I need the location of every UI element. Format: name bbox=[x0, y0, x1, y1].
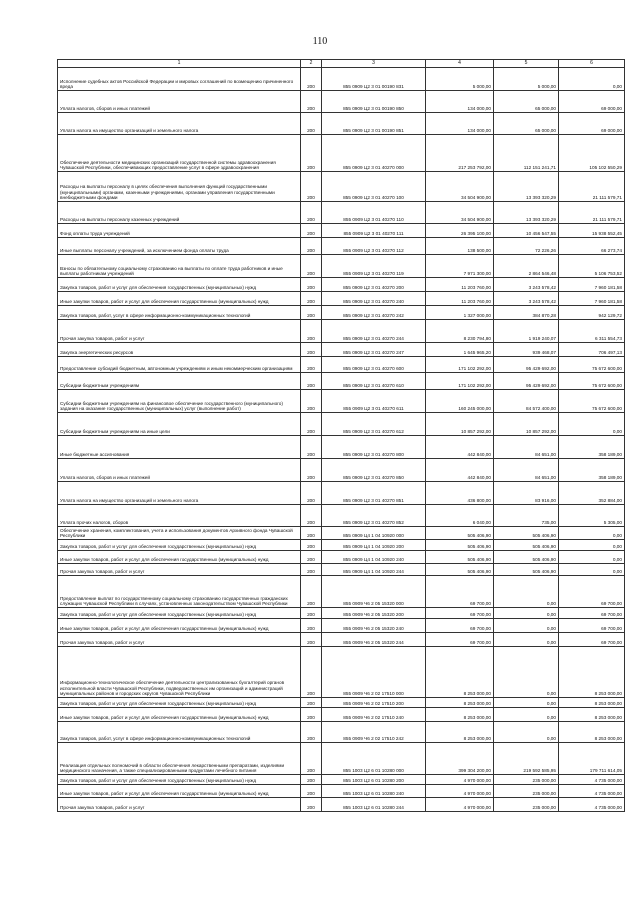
row-value-3: 66 273,74 bbox=[559, 238, 625, 255]
row-value-2: 84 572 400,00 bbox=[494, 390, 559, 413]
row-name: Иные закупки товаров, работ и услуг для обеспечения государственных (муниципальных) нужд bbox=[58, 785, 301, 798]
table-row bbox=[58, 373, 625, 390]
row-adm: 200 bbox=[301, 551, 322, 564]
row-adm: 200 bbox=[301, 172, 322, 202]
row-value-3: 69 000,00 bbox=[559, 91, 625, 113]
row-value-2: 505 406,90 bbox=[494, 551, 559, 564]
row-value-1: 442 840,00 bbox=[426, 436, 494, 459]
table-row bbox=[58, 113, 625, 135]
table-row bbox=[58, 91, 625, 113]
table-row bbox=[58, 505, 625, 527]
row-value-1: 171 102 292,00 bbox=[426, 373, 494, 390]
row-name: Исполнение судебных актов Российской Федерации и мировых соглашений по возмещению причиненного вреда bbox=[58, 68, 301, 91]
column-header: 2 bbox=[301, 60, 322, 68]
row-name: Субсидии бюджетным учреждениям на финансовое обеспечение государственного (муниципального) задания на оказание государственных (муниципальных) услуг (выполнение работ) bbox=[58, 390, 301, 413]
row-value-3: 7 960 181,58 bbox=[559, 278, 625, 292]
row-value-2: 65 000,00 bbox=[494, 91, 559, 113]
row-name: Уплата налогов, сборов и иных платежей bbox=[58, 91, 301, 113]
row-value-2: 505 406,90 bbox=[494, 527, 559, 540]
row-value-2: 112 151 241,71 bbox=[494, 135, 559, 172]
row-code: 855 0909 Ц4 1 04 10920 000 bbox=[322, 527, 426, 540]
row-value-3: 942 129,72 bbox=[559, 306, 625, 320]
row-value-3: 21 111 579,71 bbox=[559, 202, 625, 224]
row-name: Уплата налога на имущество организаций и земельного налога bbox=[58, 113, 301, 135]
row-adm: 200 bbox=[301, 357, 322, 373]
row-value-1: 399 304 200,00 bbox=[426, 743, 494, 775]
column-header: 6 bbox=[559, 60, 625, 68]
row-value-2: 0,00 bbox=[494, 708, 559, 722]
row-value-2: 219 592 585,95 bbox=[494, 743, 559, 775]
row-code: 855 0909 Ц2 3 01 40270 850 bbox=[322, 459, 426, 482]
row-value-2: 65 000,00 bbox=[494, 113, 559, 135]
row-value-2: 3 243 578,42 bbox=[494, 278, 559, 292]
row-value-1: 5 000,00 bbox=[426, 68, 494, 91]
table-header-row bbox=[58, 60, 625, 68]
row-code: 855 0909 Ц4 1 04 10920 200 bbox=[322, 540, 426, 551]
row-code: 855 0909 Ч6 2 02 17510 200 bbox=[322, 698, 426, 708]
row-adm: 200 bbox=[301, 708, 322, 722]
row-value-1: 442 840,00 bbox=[426, 459, 494, 482]
table-row bbox=[58, 527, 625, 540]
row-value-2: 735,00 bbox=[494, 505, 559, 527]
row-value-1: 8 253 000,00 bbox=[426, 647, 494, 698]
row-value-1: 4 970 000,00 bbox=[426, 785, 494, 798]
row-value-1: 34 504 900,00 bbox=[426, 172, 494, 202]
row-value-3: 352 884,00 bbox=[559, 482, 625, 505]
row-code: 855 1003 Ц2 6 01 10280 240 bbox=[322, 785, 426, 798]
table-row bbox=[58, 255, 625, 278]
row-name: Иные закупки товаров, работ и услуг для обеспечения государственных (муниципальных) нужд bbox=[58, 619, 301, 633]
table-row bbox=[58, 482, 625, 505]
row-code: 855 0909 Ц4 1 04 10920 244 bbox=[322, 564, 426, 576]
row-value-3: 4 735 000,00 bbox=[559, 775, 625, 785]
row-name: Прочая закупка товаров, работ и услуг bbox=[58, 798, 301, 812]
row-adm: 200 bbox=[301, 68, 322, 91]
row-value-1: 134 000,00 bbox=[426, 91, 494, 113]
table-row bbox=[58, 619, 625, 633]
table-row bbox=[58, 238, 625, 255]
row-adm: 200 bbox=[301, 306, 322, 320]
row-code: 855 0909 Ц2 3 01 00190 851 bbox=[322, 113, 426, 135]
row-value-1: 8 253 000,00 bbox=[426, 708, 494, 722]
row-value-3: 21 111 579,71 bbox=[559, 172, 625, 202]
row-value-3: 69 700,00 bbox=[559, 633, 625, 647]
table-row bbox=[58, 633, 625, 647]
row-value-3: 358 189,00 bbox=[559, 436, 625, 459]
row-value-2: 235 000,00 bbox=[494, 785, 559, 798]
row-value-2: 2 864 546,48 bbox=[494, 255, 559, 278]
row-adm: 200 bbox=[301, 698, 322, 708]
table-row bbox=[58, 224, 625, 238]
row-value-1: 160 245 000,00 bbox=[426, 390, 494, 413]
row-value-3: 0,00 bbox=[559, 68, 625, 91]
table-row bbox=[58, 320, 625, 343]
budget-execution-table bbox=[57, 59, 625, 812]
row-name: Закупка товаров, работ, услуг в сфере информационно-коммуникационных технологий bbox=[58, 722, 301, 743]
row-name: Закупка товаров, работ и услуг для обеспечения государственных (муниципальных) нужд bbox=[58, 278, 301, 292]
row-code: 855 0909 Ч6 2 02 17510 000 bbox=[322, 647, 426, 698]
row-value-3: 5 106 753,52 bbox=[559, 255, 625, 278]
row-value-3: 8 253 000,00 bbox=[559, 647, 625, 698]
row-name: Иные закупки товаров, работ и услуг для обеспечения государственных (муниципальных) нужд bbox=[58, 708, 301, 722]
row-code: 855 0909 Ц4 1 04 10920 240 bbox=[322, 551, 426, 564]
row-value-1: 1 645 965,20 bbox=[426, 343, 494, 357]
table-row bbox=[58, 698, 625, 708]
row-value-2: 95 429 692,00 bbox=[494, 373, 559, 390]
table-row bbox=[58, 722, 625, 743]
row-adm: 200 bbox=[301, 482, 322, 505]
row-code: 855 0909 Ц2 3 01 40270 240 bbox=[322, 292, 426, 306]
row-value-1: 4 970 000,00 bbox=[426, 798, 494, 812]
row-code: 855 0909 Ц2 3 01 40270 110 bbox=[322, 202, 426, 224]
row-adm: 200 bbox=[301, 459, 322, 482]
row-name: Уплата налога на имущество организаций и земельного налога bbox=[58, 482, 301, 505]
column-header: 5 bbox=[494, 60, 559, 68]
row-name: Расходы на выплаты персоналу в целях обеспечения выполнения функций государственными (муниципальными) органами, казенными учреждениями, органами управления государственными внебюджетными фондами bbox=[58, 172, 301, 202]
row-value-2: 0,00 bbox=[494, 619, 559, 633]
row-name: Иные закупки товаров, работ и услуг для обеспечения государственных (муниципальных) нужд bbox=[58, 292, 301, 306]
table-body bbox=[58, 60, 625, 812]
row-value-2: 1 919 240,07 bbox=[494, 320, 559, 343]
row-name: Расходы на выплаты персоналу казенных учреждений bbox=[58, 202, 301, 224]
row-adm: 200 bbox=[301, 320, 322, 343]
table-row bbox=[58, 743, 625, 775]
table-row bbox=[58, 436, 625, 459]
row-value-1: 436 800,00 bbox=[426, 482, 494, 505]
row-value-2: 10 456 547,55 bbox=[494, 224, 559, 238]
row-value-1: 69 700,00 bbox=[426, 576, 494, 608]
row-adm: 200 bbox=[301, 413, 322, 436]
row-value-1: 69 700,00 bbox=[426, 619, 494, 633]
row-adm: 200 bbox=[301, 224, 322, 238]
row-value-1: 4 970 000,00 bbox=[426, 775, 494, 785]
row-value-1: 8 253 000,00 bbox=[426, 722, 494, 743]
row-name: Закупка товаров, работ и услуг для обеспечения государственных (муниципальных) нужд bbox=[58, 698, 301, 708]
row-adm: 200 bbox=[301, 343, 322, 357]
row-value-1: 69 700,00 bbox=[426, 608, 494, 619]
row-value-3: 6 311 554,73 bbox=[559, 320, 625, 343]
table-row bbox=[58, 292, 625, 306]
row-value-3: 69 000,00 bbox=[559, 113, 625, 135]
row-value-1: 505 406,90 bbox=[426, 564, 494, 576]
row-code: 855 0909 Ц2 3 01 40270 247 bbox=[322, 343, 426, 357]
row-code: 855 0909 Ц2 3 01 40270 800 bbox=[322, 436, 426, 459]
row-value-2: 84 651,00 bbox=[494, 436, 559, 459]
row-adm: 200 bbox=[301, 113, 322, 135]
row-value-3: 69 700,00 bbox=[559, 619, 625, 633]
row-name: Закупка товаров, работ и услуг для обеспечения государственных (муниципальных) нужд bbox=[58, 608, 301, 619]
row-value-2: 10 857 292,00 bbox=[494, 413, 559, 436]
row-value-2: 0,00 bbox=[494, 647, 559, 698]
table-row bbox=[58, 202, 625, 224]
row-code: 855 1003 Ц2 6 01 10280 200 bbox=[322, 775, 426, 785]
row-value-3: 0,00 bbox=[559, 540, 625, 551]
row-name: Информационно-технологическое обеспечение деятельности централизованных бухгалтерий органов исполнительной власти Чувашской Республики, подведомственных им организаций и администраций муниципальных районов и городских округов Чувашской Республики bbox=[58, 647, 301, 698]
row-value-3: 8 253 000,00 bbox=[559, 708, 625, 722]
table-row bbox=[58, 775, 625, 785]
row-value-2: 939 468,07 bbox=[494, 343, 559, 357]
row-value-3: 4 735 000,00 bbox=[559, 785, 625, 798]
row-value-3: 15 938 552,45 bbox=[559, 224, 625, 238]
row-code: 855 0909 Ч6 2 05 15320 000 bbox=[322, 576, 426, 608]
row-value-3: 5 305,00 bbox=[559, 505, 625, 527]
row-value-1: 10 857 292,00 bbox=[426, 413, 494, 436]
row-name: Субсидии бюджетным учреждениям bbox=[58, 373, 301, 390]
row-adm: 200 bbox=[301, 647, 322, 698]
row-adm: 200 bbox=[301, 505, 322, 527]
row-value-3: 75 672 600,00 bbox=[559, 357, 625, 373]
column-header: 1 bbox=[58, 60, 301, 68]
row-name: Иные выплаты персоналу учреждений, за исключением фонда оплаты труда bbox=[58, 238, 301, 255]
row-value-3: 0,00 bbox=[559, 413, 625, 436]
row-adm: 200 bbox=[301, 278, 322, 292]
row-adm: 200 bbox=[301, 633, 322, 647]
row-name: Взносы по обязательному социальному страхованию на выплаты по оплате труда работников и иные выплаты работникам учреждений bbox=[58, 255, 301, 278]
row-name: Реализация отдельных полномочий в области обеспечения лекарственными препаратами, изделиями медицинского назначения, а также специализированными продуктами лечебного питания bbox=[58, 743, 301, 775]
row-value-2: 0,00 bbox=[494, 576, 559, 608]
row-value-2: 5 000,00 bbox=[494, 68, 559, 91]
row-adm: 200 bbox=[301, 135, 322, 172]
row-code: 855 0909 Ц2 3 01 40270 000 bbox=[322, 135, 426, 172]
row-value-1: 7 971 300,00 bbox=[426, 255, 494, 278]
table-row bbox=[58, 608, 625, 619]
row-adm: 200 bbox=[301, 527, 322, 540]
row-value-3: 7 960 181,58 bbox=[559, 292, 625, 306]
row-value-2: 235 000,00 bbox=[494, 798, 559, 812]
table-row bbox=[58, 540, 625, 551]
table-row bbox=[58, 647, 625, 698]
row-value-1: 134 000,00 bbox=[426, 113, 494, 135]
table-row bbox=[58, 576, 625, 608]
row-name: Закупка товаров, работ и услуг для обеспечения государственных (муниципальных) нужд bbox=[58, 540, 301, 551]
row-value-1: 1 327 000,00 bbox=[426, 306, 494, 320]
row-code: 855 0909 Ц2 3 01 00190 831 bbox=[322, 68, 426, 91]
table-row bbox=[58, 306, 625, 320]
row-value-2: 0,00 bbox=[494, 698, 559, 708]
row-code: 855 0909 Ц2 3 01 40270 610 bbox=[322, 373, 426, 390]
row-value-3: 0,00 bbox=[559, 564, 625, 576]
row-value-1: 505 406,90 bbox=[426, 551, 494, 564]
row-value-3: 706 497,13 bbox=[559, 343, 625, 357]
row-adm: 200 bbox=[301, 785, 322, 798]
row-name: Закупка энергетических ресурсов bbox=[58, 343, 301, 357]
table-row bbox=[58, 798, 625, 812]
row-value-2: 72 226,26 bbox=[494, 238, 559, 255]
row-name: Предоставление выплат по государственному социальному страхованию государственных гражданских служащих Чувашской Республики в случаях, установленных законодательством Чувашской Республики bbox=[58, 576, 301, 608]
row-adm: 200 bbox=[301, 390, 322, 413]
row-name: Прочая закупка товаров, работ и услуг bbox=[58, 564, 301, 576]
row-code: 855 0909 Ц2 3 01 40270 851 bbox=[322, 482, 426, 505]
row-value-1: 34 504 900,00 bbox=[426, 202, 494, 224]
row-name: Уплата прочих налогов, сборов bbox=[58, 505, 301, 527]
row-value-3: 105 102 550,29 bbox=[559, 135, 625, 172]
row-value-3: 69 700,00 bbox=[559, 576, 625, 608]
table-row bbox=[58, 413, 625, 436]
row-value-2: 84 651,00 bbox=[494, 459, 559, 482]
row-value-1: 11 203 760,00 bbox=[426, 278, 494, 292]
row-adm: 200 bbox=[301, 576, 322, 608]
row-name: Иные закупки товаров, работ и услуг для обеспечения государственных (муниципальных) нужд bbox=[58, 551, 301, 564]
row-value-2: 13 393 320,29 bbox=[494, 202, 559, 224]
row-code: 855 0909 Ц2 3 01 40270 200 bbox=[322, 278, 426, 292]
row-code: 855 0909 Ц2 3 01 40270 612 bbox=[322, 413, 426, 436]
table-row bbox=[58, 390, 625, 413]
table-row bbox=[58, 708, 625, 722]
row-value-2: 13 393 320,29 bbox=[494, 172, 559, 202]
table-row bbox=[58, 785, 625, 798]
row-value-3: 179 711 614,05 bbox=[559, 743, 625, 775]
row-adm: 200 bbox=[301, 564, 322, 576]
table-row bbox=[58, 278, 625, 292]
row-code: 855 0909 Ц2 3 01 40270 119 bbox=[322, 255, 426, 278]
row-value-3: 4 735 000,00 bbox=[559, 798, 625, 812]
row-value-3: 0,00 bbox=[559, 551, 625, 564]
row-value-3: 8 253 000,00 bbox=[559, 698, 625, 708]
row-code: 855 0909 Ц2 3 01 40270 242 bbox=[322, 306, 426, 320]
row-code: 855 0909 Ч6 2 02 17510 242 bbox=[322, 722, 426, 743]
row-adm: 200 bbox=[301, 608, 322, 619]
row-code: 855 0909 Ч6 2 05 15320 240 bbox=[322, 619, 426, 633]
row-adm: 200 bbox=[301, 798, 322, 812]
row-adm: 200 bbox=[301, 373, 322, 390]
row-code: 855 0909 Ц2 3 01 40270 111 bbox=[322, 224, 426, 238]
row-name: Обеспечение деятельности медицинских организаций государственной системы здравоохранения Чувашской Республики, обеспечивающих предоставление услуг в сфере здравоохранения bbox=[58, 135, 301, 172]
row-name: Закупка товаров, работ, услуг в сфере информационно-коммуникационных технологий bbox=[58, 306, 301, 320]
row-code: 855 0909 Ч6 2 02 17510 240 bbox=[322, 708, 426, 722]
row-value-1: 8 230 794,80 bbox=[426, 320, 494, 343]
row-adm: 200 bbox=[301, 722, 322, 743]
table-row bbox=[58, 343, 625, 357]
row-adm: 200 bbox=[301, 743, 322, 775]
row-code: 855 0909 Ц2 3 01 00190 850 bbox=[322, 91, 426, 113]
row-adm: 200 bbox=[301, 619, 322, 633]
row-code: 855 0909 Ц2 3 01 40270 244 bbox=[322, 320, 426, 343]
row-value-1: 8 253 000,00 bbox=[426, 698, 494, 708]
row-value-1: 505 406,90 bbox=[426, 527, 494, 540]
row-value-3: 69 700,00 bbox=[559, 608, 625, 619]
row-adm: 200 bbox=[301, 540, 322, 551]
row-value-2: 95 429 692,00 bbox=[494, 357, 559, 373]
row-adm: 200 bbox=[301, 255, 322, 278]
row-value-2: 505 406,90 bbox=[494, 564, 559, 576]
row-code: 855 1003 Ц2 6 01 10280 244 bbox=[322, 798, 426, 812]
row-value-3: 75 672 600,00 bbox=[559, 373, 625, 390]
row-name: Предоставление субсидий бюджетным, автономным учреждениям и иным некоммерческим организациям bbox=[58, 357, 301, 373]
row-value-1: 505 406,90 bbox=[426, 540, 494, 551]
row-value-1: 69 700,00 bbox=[426, 633, 494, 647]
column-header: 3 bbox=[322, 60, 426, 68]
row-adm: 200 bbox=[301, 238, 322, 255]
page-number: 110 bbox=[312, 36, 328, 47]
table-row bbox=[58, 459, 625, 482]
row-value-2: 83 916,00 bbox=[494, 482, 559, 505]
row-value-2: 0,00 bbox=[494, 722, 559, 743]
row-value-1: 138 500,00 bbox=[426, 238, 494, 255]
row-value-2: 0,00 bbox=[494, 608, 559, 619]
column-header: 4 bbox=[426, 60, 494, 68]
row-value-2: 3 243 578,42 bbox=[494, 292, 559, 306]
row-name: Субсидии бюджетным учреждениям на иные цели bbox=[58, 413, 301, 436]
row-code: 855 1003 Ц2 6 01 10280 000 bbox=[322, 743, 426, 775]
row-adm: 200 bbox=[301, 91, 322, 113]
row-value-2: 235 000,00 bbox=[494, 775, 559, 785]
row-code: 855 0909 Ц2 3 01 40270 112 bbox=[322, 238, 426, 255]
row-code: 855 0909 Ц2 3 01 40270 600 bbox=[322, 357, 426, 373]
row-adm: 200 bbox=[301, 292, 322, 306]
row-value-1: 171 102 292,00 bbox=[426, 357, 494, 373]
row-adm: 200 bbox=[301, 202, 322, 224]
row-value-3: 75 672 600,00 bbox=[559, 390, 625, 413]
row-adm: 200 bbox=[301, 436, 322, 459]
row-code: 855 0909 Ц2 3 01 40270 100 bbox=[322, 172, 426, 202]
row-value-3: 358 189,00 bbox=[559, 459, 625, 482]
row-value-1: 217 253 792,00 bbox=[426, 135, 494, 172]
row-value-3: 0,00 bbox=[559, 527, 625, 540]
table-row bbox=[58, 564, 625, 576]
row-name: Фонд оплаты труда учреждений bbox=[58, 224, 301, 238]
table-row bbox=[58, 357, 625, 373]
row-name: Закупка товаров, работ и услуг для обеспечения государственных (муниципальных) нужд bbox=[58, 775, 301, 785]
row-value-3: 8 253 000,00 bbox=[559, 722, 625, 743]
row-value-1: 11 203 760,00 bbox=[426, 292, 494, 306]
row-value-2: 384 870,28 bbox=[494, 306, 559, 320]
row-value-2: 0,00 bbox=[494, 633, 559, 647]
row-name: Иные бюджетные ассигнования bbox=[58, 436, 301, 459]
row-code: 855 0909 Ч6 2 05 15320 244 bbox=[322, 633, 426, 647]
row-name: Уплата налогов, сборов и иных платежей bbox=[58, 459, 301, 482]
row-code: 855 0909 Ц2 3 01 40270 611 bbox=[322, 390, 426, 413]
row-name: Прочая закупка товаров, работ и услуг bbox=[58, 633, 301, 647]
row-adm: 200 bbox=[301, 775, 322, 785]
row-code: 855 0909 Ц2 3 01 40270 852 bbox=[322, 505, 426, 527]
row-value-2: 505 406,90 bbox=[494, 540, 559, 551]
row-name: Прочая закупка товаров, работ и услуг bbox=[58, 320, 301, 343]
table-row bbox=[58, 551, 625, 564]
table-row bbox=[58, 172, 625, 202]
row-code: 855 0909 Ч6 2 05 15320 200 bbox=[322, 608, 426, 619]
row-value-1: 6 040,00 bbox=[426, 505, 494, 527]
row-name: Обеспечение хранения, комплектования, учета и использования документов Архивного фонда Чувашской Республики bbox=[58, 527, 301, 540]
row-value-1: 26 395 100,00 bbox=[426, 224, 494, 238]
table-row bbox=[58, 135, 625, 172]
table-row bbox=[58, 68, 625, 91]
